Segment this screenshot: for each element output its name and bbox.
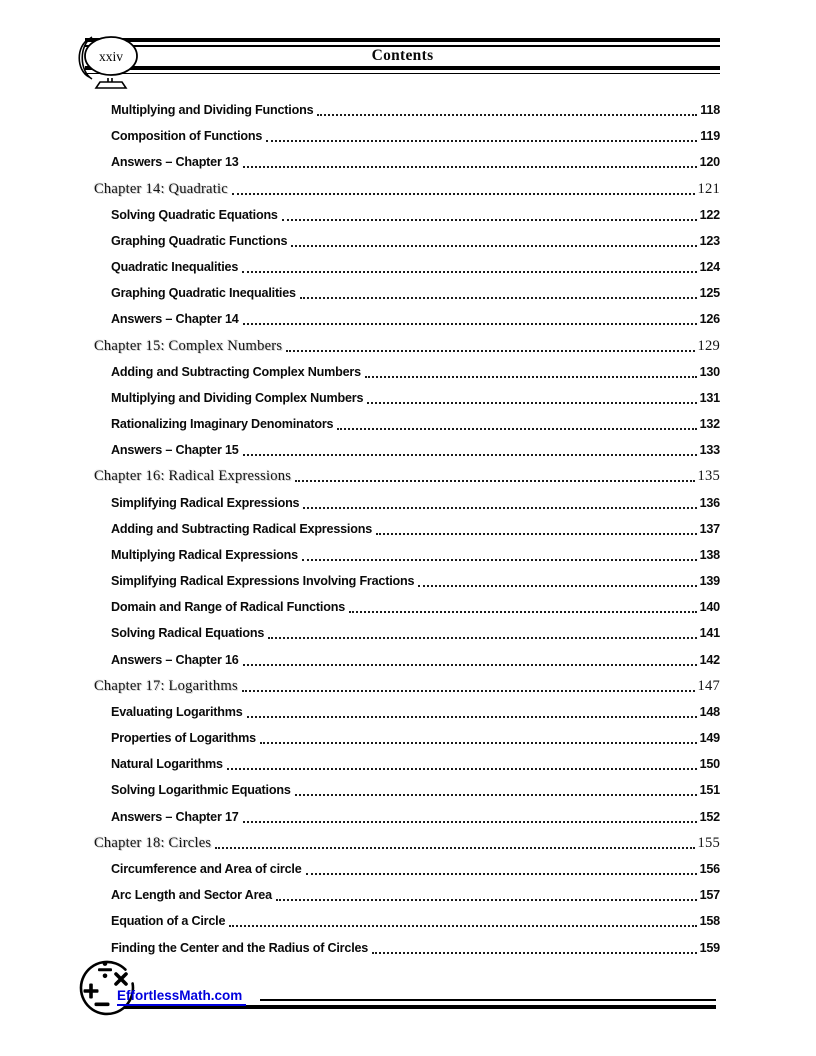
dot-leader: [266, 123, 697, 142]
toc-entry-page: 132: [699, 417, 720, 432]
toc-entry-label: Simplifying Radical Expressions: [111, 495, 300, 510]
toc-entry-page: 140: [699, 600, 720, 615]
toc-entry-label: Chapter 18: Circles: [94, 834, 212, 851]
toc-entry: [94, 594, 720, 620]
toc-entry: [94, 359, 720, 385]
toc-entry-label: Answers – Chapter 13: [111, 155, 239, 170]
toc-entry-label: Multiplying Radical Expressions: [111, 547, 298, 562]
dot-leader: [260, 725, 697, 744]
toc-entry-label: Simplifying Radical Expressions Involving Fractions: [111, 574, 415, 589]
dot-leader: [349, 594, 697, 613]
toc-entry-label: Answers – Chapter 14: [111, 312, 239, 327]
toc-entry-page: 138: [699, 547, 720, 562]
dot-leader: [376, 516, 697, 535]
dot-leader: [282, 202, 697, 221]
toc-entry: [94, 463, 720, 489]
toc-entry-page: 152: [699, 809, 720, 824]
header-rule-thick-bottom: [85, 66, 720, 70]
dot-leader: [243, 306, 697, 325]
toc-entry-page: 121: [697, 180, 720, 197]
toc-entry: [94, 673, 720, 699]
toc-entry-label: Answers – Chapter 15: [111, 443, 239, 458]
toc-list: [94, 97, 720, 961]
toc-entry-page: 148: [699, 704, 720, 719]
toc-entry-page: 118: [700, 103, 720, 117]
toc-entry-page: 136: [699, 495, 720, 510]
dot-leader: [418, 568, 696, 587]
toc-entry: [94, 176, 720, 202]
toc-entry-label: Multiplying and Dividing Functions: [111, 103, 314, 117]
dot-leader: [300, 280, 697, 299]
toc-entry-page: 150: [699, 757, 720, 772]
toc-entry: [94, 856, 720, 882]
dot-leader: [286, 333, 694, 352]
dot-leader: [268, 620, 696, 639]
dot-leader: [291, 228, 696, 247]
toc-entry-label: Natural Logarithms: [111, 757, 223, 772]
toc-entry: [94, 306, 720, 332]
toc-entry-label: Solving Radical Equations: [111, 626, 265, 641]
toc-entry-label: Multiplying and Dividing Complex Numbers: [111, 390, 364, 405]
toc-entry: [94, 149, 720, 175]
dot-leader: [227, 751, 697, 770]
toc-entry-page: 149: [699, 731, 720, 746]
toc-entry: [94, 908, 720, 934]
dot-leader: [229, 908, 696, 927]
toc-entry-page: 135: [697, 468, 720, 485]
toc-entry: [94, 725, 720, 751]
toc-entry-page: 142: [699, 652, 720, 667]
page-title: Contents: [371, 47, 434, 64]
dot-leader: [317, 97, 697, 116]
dot-leader: [232, 176, 695, 195]
toc-entry-label: Equation of a Circle: [111, 914, 226, 929]
toc-entry: [94, 804, 720, 830]
toc-entry-page: 123: [699, 233, 720, 248]
toc-entry: [94, 542, 720, 568]
toc-entry-label: Solving Quadratic Equations: [111, 207, 278, 222]
toc-entry: [94, 620, 720, 646]
toc-entry-page: 157: [699, 888, 720, 903]
toc-entry-label: Graphing Quadratic Inequalities: [111, 286, 296, 301]
toc-entry-page: 120: [699, 155, 720, 170]
header-rule-thick-top: [85, 38, 720, 42]
toc-entry: [94, 228, 720, 254]
toc-entry-page: 129: [697, 337, 720, 354]
toc-entry-label: Arc Length and Sector Area: [111, 888, 272, 903]
dot-leader: [365, 359, 697, 378]
toc-entry: [94, 411, 720, 437]
toc-entry-page: 131: [699, 390, 720, 405]
dot-leader: [242, 254, 696, 273]
dot-leader: [243, 647, 697, 666]
toc-entry: [94, 490, 720, 516]
toc-entry: [94, 385, 720, 411]
dot-leader: [215, 830, 694, 849]
toc-entry: [94, 202, 720, 228]
toc-entry-label: Chapter 15: Complex Numbers: [94, 337, 283, 354]
toc-entry-page: 119: [700, 129, 720, 144]
toc-entry-label: Chapter 16: Radical Expressions: [94, 468, 292, 485]
dot-leader: [243, 437, 697, 456]
toc-entry-page: 122: [699, 207, 720, 222]
toc-entry: [94, 437, 720, 463]
dot-leader: [337, 411, 696, 430]
toc-entry-page: 147: [697, 677, 720, 694]
toc-entry-page: 158: [699, 914, 720, 929]
toc-entry-label: Composition of Functions: [111, 129, 263, 144]
toc-entry-page: 125: [699, 286, 720, 301]
toc-entry-label: Finding the Center and the Radius of Circles: [111, 940, 369, 955]
dot-leader: [247, 699, 697, 718]
dot-leader: [306, 856, 697, 875]
toc-entry: [94, 777, 720, 803]
dot-leader: [367, 385, 696, 404]
toc-entry: [94, 830, 720, 856]
toc-entry: [94, 333, 720, 359]
toc-entry-page: 133: [699, 443, 720, 458]
dot-leader: [372, 935, 696, 954]
toc-entry: [94, 123, 720, 149]
effortlessmath-link[interactable]: EffortlessMath.com: [117, 988, 246, 1006]
toc-entry-page: 124: [699, 260, 720, 275]
toc-entry-label: Rationalizing Imaginary Denominators: [111, 417, 334, 432]
toc-entry-label: Domain and Range of Radical Functions: [111, 600, 346, 615]
toc-entry-page: 151: [699, 783, 720, 798]
dot-leader: [303, 490, 696, 509]
toc-entry-page: 156: [699, 861, 720, 876]
header-rule-thin-bottom: [85, 73, 720, 75]
footer-rule-thin: [260, 999, 716, 1001]
dot-leader: [242, 673, 695, 692]
toc-entry: [94, 751, 720, 777]
toc-entry-page: 137: [699, 521, 720, 536]
toc-entry: [94, 935, 720, 961]
dot-leader: [295, 463, 694, 482]
toc-entry-label: Chapter 17: Logarithms: [94, 677, 238, 694]
toc-entry: [94, 568, 720, 594]
toc-entry: [94, 280, 720, 306]
toc-entry: [94, 699, 720, 725]
dot-leader: [276, 882, 697, 901]
toc-entry-label: Quadratic Inequalities: [111, 260, 239, 275]
dot-leader: [243, 149, 697, 168]
minus-icon: [95, 1003, 110, 1007]
dot-leader: [295, 777, 697, 796]
toc-entry-label: Chapter 14: Quadratic: [94, 180, 228, 197]
toc-entry-page: 126: [699, 312, 720, 327]
toc-entry: [94, 97, 720, 123]
dot-leader: [243, 804, 697, 823]
toc-entry-label: Circumference and Area of circle: [111, 861, 302, 876]
toc-entry-label: Adding and Subtracting Radical Expressions: [111, 521, 373, 536]
toc-entry-label: Evaluating Logarithms: [111, 704, 243, 719]
dot-leader: [302, 542, 697, 561]
toc-entry-label: Answers – Chapter 16: [111, 652, 239, 667]
toc-entry: [94, 516, 720, 542]
globe-page-marker-icon: [72, 32, 148, 94]
toc-entry-label: Properties of Logarithms: [111, 731, 256, 746]
toc-entry-page: 155: [697, 834, 720, 851]
toc-entry-page: 139: [699, 574, 720, 589]
toc-entry-label: Graphing Quadratic Functions: [111, 233, 288, 248]
toc-entry-page: 159: [699, 940, 720, 955]
toc-entry-page: 141: [699, 626, 720, 641]
toc-entry-page: 130: [699, 364, 720, 379]
toc-entry-label: Solving Logarithmic Equations: [111, 783, 291, 798]
toc-entry-label: Answers – Chapter 17: [111, 809, 239, 824]
toc-entry: [94, 882, 720, 908]
page-number-label: xxiv: [98, 49, 124, 64]
toc-entry: [94, 254, 720, 280]
toc-entry-label: Adding and Subtracting Complex Numbers: [111, 364, 361, 379]
toc-entry: [94, 647, 720, 673]
